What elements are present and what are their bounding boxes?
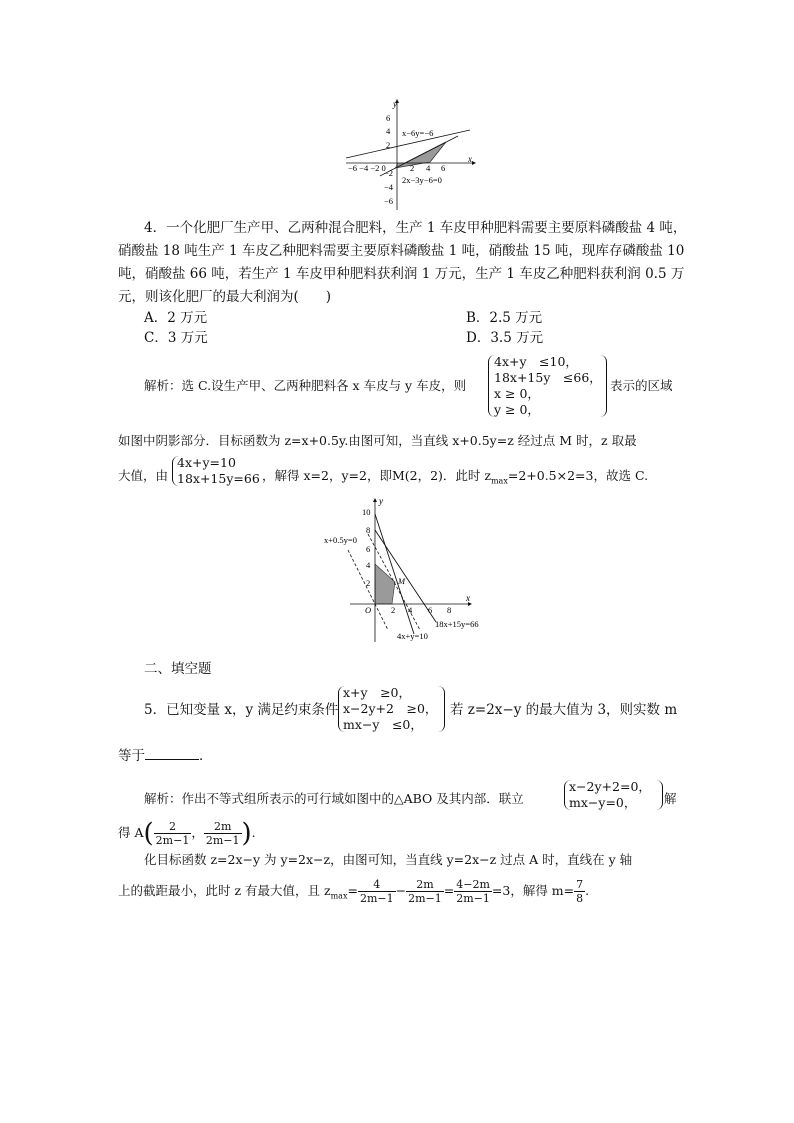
section-title: 二、填空题 xyxy=(144,661,212,677)
sol4-system xyxy=(494,355,602,416)
y-axis-arrow xyxy=(373,498,377,502)
minus-sign: − xyxy=(395,883,407,898)
q5-pre: 5．已知变量 x，y 满足约束条件 xyxy=(144,702,339,718)
zmax-subscript: max xyxy=(330,891,348,901)
frac-eq2 xyxy=(406,878,444,905)
paren-close: ) xyxy=(241,818,252,849)
sol4-line3b xyxy=(262,465,648,493)
q4-line4: 元，则该化肥厂的最大利润为( ) xyxy=(118,289,332,305)
sol4-sys-row3: x ≥ 0， xyxy=(494,386,540,401)
shaded-region xyxy=(375,564,395,604)
x-axis-label: x xyxy=(466,593,470,603)
q5-line2 xyxy=(118,745,213,767)
eq-tail: =3，解得 m= xyxy=(491,883,575,898)
point-m-label: M xyxy=(398,576,406,586)
x-axis-arrow xyxy=(472,161,476,165)
x-ticks-left: −6 −4 −2 0 xyxy=(348,163,386,173)
frac-eq3-den: 2m−1 xyxy=(456,892,490,905)
q5-post: 若 z=2x−y 的最大值为 3，则实数 m xyxy=(450,702,678,718)
sol4-sys-row2: 18x+15y ≤66， xyxy=(494,370,602,385)
line2-label: 4x+y=10 xyxy=(397,631,428,641)
frac-answer xyxy=(574,878,585,905)
x-tick-4: 4 xyxy=(408,605,413,615)
frac-eq2-den: 2m−1 xyxy=(408,892,442,905)
dashed-line-label: x+0.5y=0 xyxy=(324,535,357,545)
q4-option-c[interactable]: C．3 万元 xyxy=(144,330,208,346)
frac-eq1-den: 2m−1 xyxy=(359,892,394,905)
y-tick-neg6: −6 xyxy=(384,196,394,206)
sol4-after-sys: 表示的区域 xyxy=(610,378,673,393)
x-tick-6: 6 xyxy=(441,163,446,173)
q4-line3: 吨，硝酸盐 66 吨，若生产 1 车皮甲种肥料获利润 1 万元，生产 1 车皮乙种肥料获利润 0.5 万 xyxy=(118,266,685,282)
paren-open: ( xyxy=(143,818,154,849)
q4-line1: 4．一个化肥厂生产甲、乙两种混合肥料，生产 1 车皮甲种肥料需要主要原料磷酸盐 4 吨， xyxy=(144,220,687,236)
y-tick-2: 2 xyxy=(386,140,391,150)
frac-eq3 xyxy=(454,878,492,905)
frac-a-y-den: 2m−1 xyxy=(205,834,240,847)
line1-label: x−6y=−6 xyxy=(402,128,434,138)
q4-option-b[interactable]: B．2.5 万元 xyxy=(466,310,543,326)
sol4-system2 xyxy=(177,456,260,485)
frac-a-x-den: 2m−1 xyxy=(155,834,190,847)
frac-a-x xyxy=(154,820,192,847)
frac-a-x-num: 2 xyxy=(154,820,192,834)
sol5-line2 xyxy=(118,818,256,849)
sol4-line3b-text: ，解得 x=2，y=2，即M(2，2)．此时 z xyxy=(262,468,491,483)
q5-sys-row3: mx−y ≤0， xyxy=(343,717,423,732)
sol5-sys-rbrace xyxy=(656,780,663,810)
sol5-sys-row2: mx−y=0， xyxy=(569,795,637,810)
zmax-subscript: max xyxy=(490,476,508,486)
sol5-line2-pre: 得 A xyxy=(118,825,144,840)
frac-a-y-num: 2m xyxy=(204,820,242,834)
x-tick-2: 2 xyxy=(410,163,415,173)
sol4-sys-row1: 4x+y ≤10， xyxy=(494,354,578,369)
sol5-line4-pre: 上的截距最小，此时 z 有最大值，且 z xyxy=(118,883,331,898)
sol5-system xyxy=(569,780,651,809)
frac-a-y xyxy=(204,820,242,847)
sol4-line3c-text: =2+0.5×2=3，故选 C. xyxy=(507,468,649,483)
sol4-sys2-row2: 18x+15y=66 xyxy=(177,471,260,486)
final-period: . xyxy=(585,883,590,898)
y-tick-neg2: −2 xyxy=(384,168,394,178)
sol4-sys-rbrace xyxy=(600,355,607,417)
y-tick-4: 4 xyxy=(366,560,371,570)
sol5-sys-row1: x−2y+2=0， xyxy=(569,779,651,794)
frac-answer-num: 7 xyxy=(576,878,584,891)
q5-sys-rbrace xyxy=(438,686,445,732)
sol5-line3: 化目标函数 z=2x−y 为 y=2x−z，由图可知，当直线 y=2x−z 过点 A 时，直线在 y 轴 xyxy=(144,852,633,867)
q5-system xyxy=(343,686,437,731)
y-axis-label: y xyxy=(379,496,383,506)
sol5-line1: 解析：作出不等式组所表示的可行域如图中的△ABO 及其内部．联立 xyxy=(144,791,524,806)
x-tick-4: 4 xyxy=(426,163,431,173)
y-tick-neg4: −4 xyxy=(384,182,394,192)
y-tick-6: 6 xyxy=(366,544,371,554)
q4-option-a[interactable]: A．2 万元 xyxy=(144,310,208,326)
eq-sign-2: = xyxy=(443,883,455,898)
eq-sign-1: = xyxy=(347,883,358,898)
line1-label: 18x+15y=66 xyxy=(435,619,479,629)
x-tick-8: 8 xyxy=(447,605,452,615)
y-tick-8: 8 xyxy=(366,525,371,535)
sol4-line2: 如图中阴影部分．目标函数为 z=x+0.5y.由图可知，当直线 x+0.5y=z 经过点 M 时，z 取最 xyxy=(118,433,637,448)
line2-label: 2x−3y−6=0 xyxy=(402,175,442,185)
frac-eq1 xyxy=(358,878,396,905)
q4-line2: 硝酸盐 18 吨生产 1 车皮乙种肥料需要主要原料磷酸盐 1 吨，硝酸盐 15 吨，现库存磷酸盐 10 xyxy=(118,243,685,259)
sol5-line1-end: 解 xyxy=(664,791,677,806)
x-axis-label: x xyxy=(468,154,472,164)
sol4-line3a: 大值，由 xyxy=(118,468,169,483)
sol4-intro: 解析：选 C.设生产甲、乙两种肥料各 x 车皮与 y 车皮，则 xyxy=(144,378,467,393)
comma: ， xyxy=(191,825,204,840)
x-tick-6: 6 xyxy=(428,605,433,615)
frac-eq1-num: 4 xyxy=(358,878,396,892)
y-axis-label: y xyxy=(393,99,397,109)
frac-eq3-num: 4−2m xyxy=(456,878,490,891)
sol4-sys-row4: y ≥ 0， xyxy=(494,402,540,417)
figure-1-feasible-region xyxy=(340,96,480,214)
frac-eq2-num: 2m xyxy=(406,878,444,892)
period: . xyxy=(251,825,256,840)
frac-answer-den: 8 xyxy=(576,892,584,905)
sol4-sys2-row1: 4x+y=10 xyxy=(177,455,236,470)
y-tick-6: 6 xyxy=(386,113,391,123)
origin-label: O xyxy=(365,605,372,615)
q5-line2-end: ． xyxy=(199,748,213,764)
q5-sys-row2: x−2y+2 ≥0， xyxy=(343,701,438,716)
q5-line2-text: 等于 xyxy=(118,748,145,764)
y-tick-4: 4 xyxy=(386,126,391,136)
q4-option-d[interactable]: D．3.5 万元 xyxy=(466,330,544,346)
y-tick-2: 2 xyxy=(366,578,371,588)
y-tick-10: 10 xyxy=(362,507,371,517)
answer-blank[interactable] xyxy=(145,745,199,760)
sol5-line4 xyxy=(118,876,589,912)
q5-sys-row1: x+y ≥0， xyxy=(343,685,412,700)
figure-2-feasible-region xyxy=(318,496,503,646)
x-tick-2: 2 xyxy=(391,605,396,615)
